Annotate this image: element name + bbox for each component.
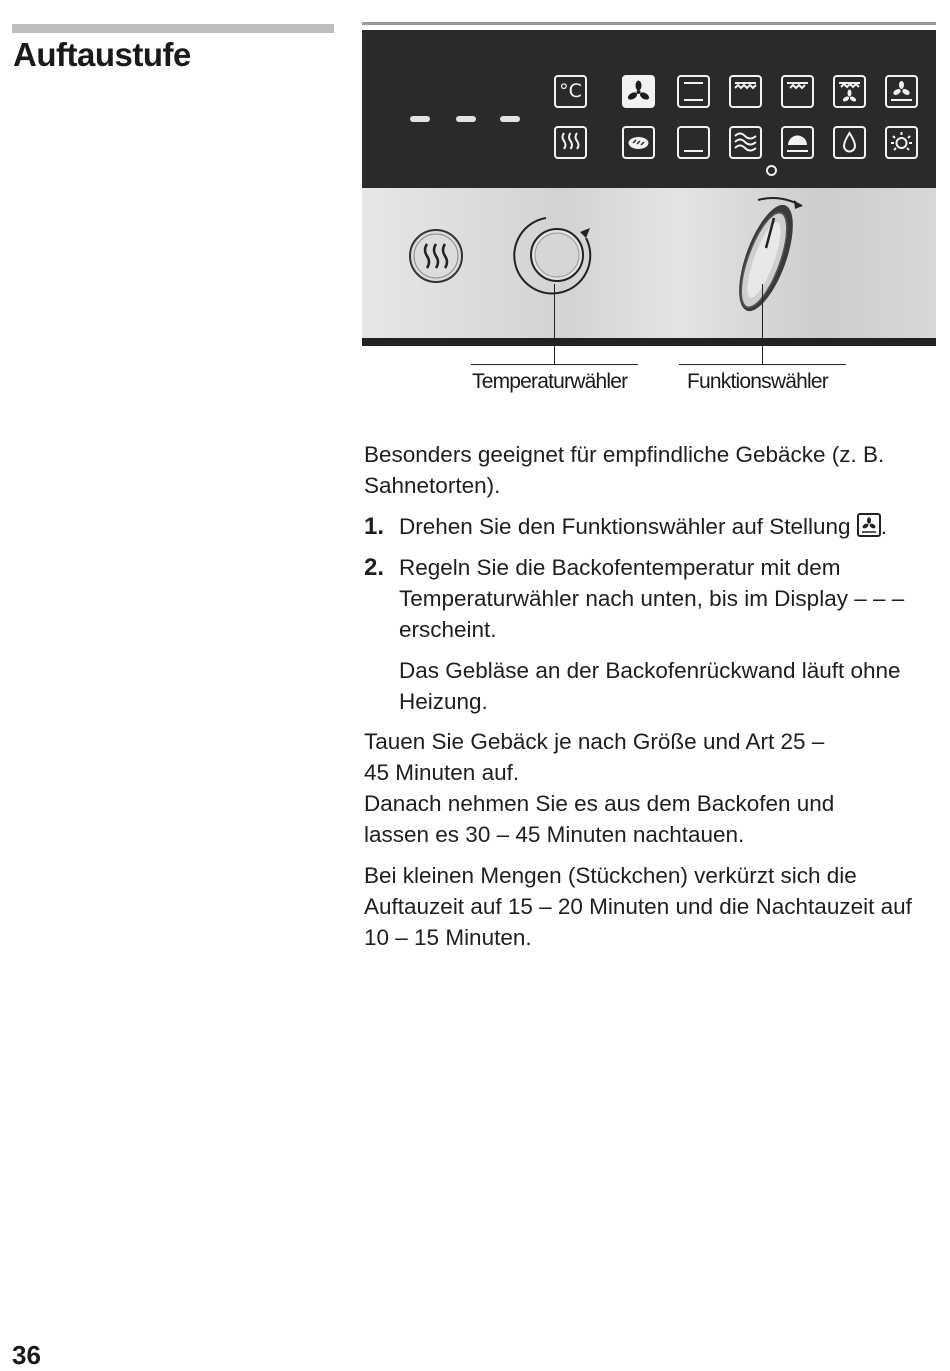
after-thaw-text: Danach nehmen Sie es aus dem Backofen und lassen es 30 – 45 Minuten nachtauen.: [364, 791, 835, 847]
grill-large-area-icon: [729, 75, 762, 108]
rapid-heat-icon: [554, 126, 587, 159]
thaw-paragraph: [364, 726, 934, 850]
display-dash: [410, 116, 430, 122]
oven-light-icon: [885, 126, 918, 159]
thaw-time-text: Tauen Sie Gebäck je nach Größe und Art 25 – 45 Minuten auf.: [364, 729, 825, 785]
rapid-heat-button[interactable]: [408, 228, 464, 284]
pizza-icon: [781, 126, 814, 159]
bottom-heat-icon: [677, 126, 710, 159]
circulated-air-grill-icon: [833, 75, 866, 108]
step-text: Regeln Sie die Backofentemperatur mit dem Temperaturwähler nach unten, bis im Display – – – erscheint.: [399, 555, 905, 642]
page-number: 36: [12, 1340, 41, 1370]
temperature-selector-label: Temperaturwähler: [472, 370, 628, 393]
step-2: [364, 552, 934, 717]
step-suffix: .: [880, 514, 888, 539]
function-selector-knob[interactable]: [734, 190, 804, 320]
celsius-icon: °C: [554, 75, 587, 108]
function-leader-line: [762, 284, 763, 364]
temperature-selector-knob[interactable]: [512, 210, 602, 300]
water-drop-icon: [833, 126, 866, 159]
defrost-fan-bottom-icon: [885, 75, 918, 108]
title-rule: [12, 24, 334, 33]
top-bottom-heat-icon: [677, 75, 710, 108]
step-note: Das Gebläse an der Backofenrückwand läuft ohne Heizung.: [399, 658, 901, 714]
intro-text: Besonders geeignet für empfindliche Gebäcke (z. B. Sahnetorten).: [364, 442, 885, 498]
temperature-label-rule: [471, 364, 638, 365]
temperature-leader-line: [554, 284, 555, 364]
function-selector-label: Funktionswähler: [687, 370, 828, 393]
panel-bottom-edge: [362, 338, 936, 346]
oven-control-panel: [362, 22, 936, 346]
step-number: 2.: [364, 554, 385, 581]
steam-icon: [729, 126, 762, 159]
intro-paragraph: [364, 439, 934, 501]
small-quantities-text: Bei kleinen Mengen (Stückchen) verkürzt sich die Auftauzeit auf 15 – 20 Minuten und die Nachtauzeit auf 10 – 15 Minuten.: [364, 863, 912, 950]
small-quantities-paragraph: [364, 860, 934, 953]
step-text: Drehen Sie den Funktionswähler auf Stellung: [399, 514, 851, 539]
defrost-fan-icon: [857, 513, 881, 537]
step-number: 1.: [364, 513, 385, 540]
display-dash: [500, 116, 520, 122]
function-indicator-dot: [766, 165, 777, 176]
page-title: Auftaustufe: [13, 36, 191, 73]
grill-small-area-icon: [781, 75, 814, 108]
function-label-rule: [679, 364, 846, 365]
fan-icon: [622, 75, 655, 108]
bread-baking-icon: [622, 126, 655, 159]
display-dash: [456, 116, 476, 122]
step-1: [364, 511, 934, 542]
panel-top-edge: [362, 22, 936, 25]
